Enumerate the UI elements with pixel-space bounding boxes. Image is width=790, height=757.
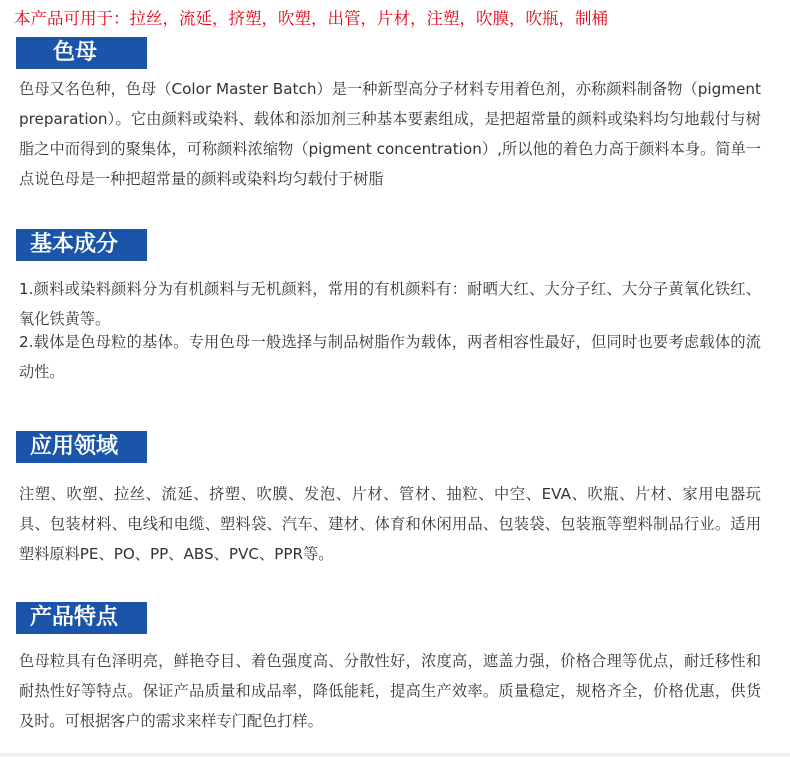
section-heading-applications: 应用领域 [16,431,147,463]
section-paragraph-carrier: 2.载体是色母粒的基体。专用色母一般选择与制品树脂作为载体，两者相容性最好，但同时也要考虑载体的流动性。 [19,333,761,381]
bottom-divider [0,753,790,757]
section-heading-basic-components: 基本成分 [16,229,147,261]
applications-intro-line: 本产品可用于：拉丝，流延，挤塑，吹塑，出管，片材，注塑，吹膜，吹瓶，制桶 [14,9,608,28]
section-paragraph-pigment: 1.颜料或染料颜料分为有机颜料与无机颜料，常用的有机颜料有：耐晒大红、大分子红、大分子黄氧化铁红、氧化铁黄等。 [19,280,761,328]
section-heading-color-master: 色母 [16,37,147,69]
section-heading-features: 产品特点 [16,602,147,634]
section-paragraph-applications: 注塑、吹塑、拉丝、流延、挤塑、吹膜、发泡、片材、管材、抽粒、中空、EVA、吹瓶、片材、家用电器玩具、包装材料、电线和电缆、塑料袋、汽车、建材、体育和休闲用品、包装袋、包装瓶等塑料制品行业。适用塑料原料PE、PO、PP、ABS、PVC、PPR等。 [19,485,761,563]
section-paragraph-color-master: 色母又名色种，色母（Color Master Batch）是一种新型高分子材料专用着色剂，亦称颜料制备物（pigment preparation）。它由颜料或染料、载体和添加剂三种基本要素组成，是把超常量的颜料或染料均匀地载付与树脂之中而得到的聚集体，可称颜料浓缩物（pigment concentration）,所以他的着色力高于颜料本身。简单一点说色母是一种把超常量的颜料或染料均匀载付于树脂 [19,80,761,188]
section-paragraph-features: 色母粒具有色泽明亮，鲜艳夺目、着色强度高、分散性好，浓度高，遮盖力强，价格合理等优点，耐迁移性和耐热性好等特点。保证产品质量和成品率，降低能耗，提高生产效率。质量稳定，规格齐全，价格优惠，供货及时。可根据客户的需求来样专门配色打样。 [19,652,761,730]
